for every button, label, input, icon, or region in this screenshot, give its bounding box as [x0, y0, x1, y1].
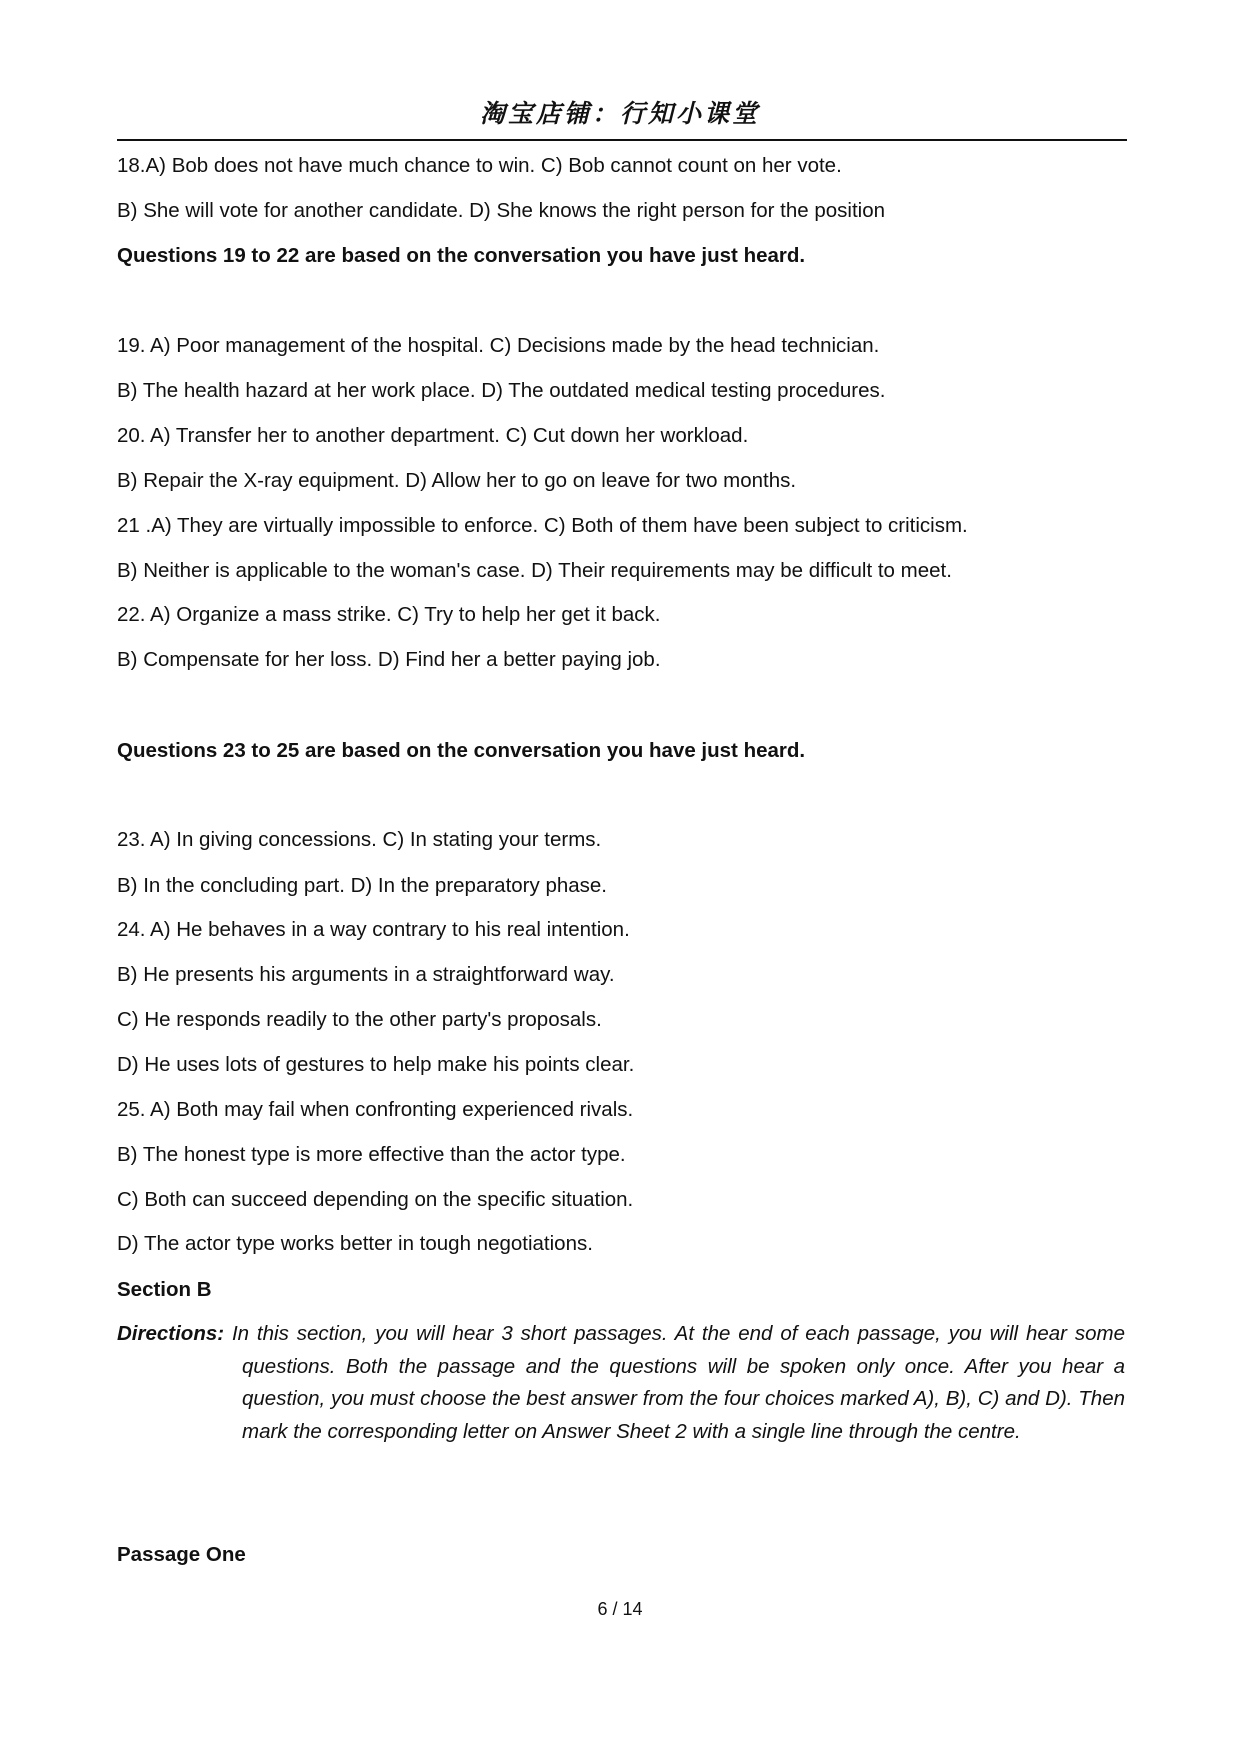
passage-heading: Passage One — [117, 1543, 246, 1566]
section-heading: Questions 23 to 25 are based on the conversation you have just heard. — [117, 739, 806, 762]
question-line: 19. A) Poor management of the hospital. C) Decisions made by the head technician. — [117, 334, 880, 357]
question-line: 22. A) Organize a mass strike. C) Try to help her get it back. — [117, 603, 661, 626]
question-line: 25. A) Both may fail when confronting experienced rivals. — [117, 1098, 634, 1121]
question-line: B) In the concluding part. D) In the preparatory phase. — [117, 874, 607, 897]
question-line: 20. A) Transfer her to another department. C) Cut down her workload. — [117, 424, 749, 447]
question-line: D) The actor type works better in tough negotiations. — [117, 1232, 593, 1255]
question-line: C) He responds readily to the other party's proposals. — [117, 1008, 602, 1031]
directions-text: In this section, you will hear 3 short passages. At the end of each passage, you will hear some questions. Both the passage and the questions will be spoken only once. After you hear a question, you must choose the best answer from the four choices marked A), B), C) and D). Then mark the corresponding letter on Answer Sheet 2 with a single line through the centre. — [224, 1322, 1125, 1443]
question-line: B) The honest type is more effective than the actor type. — [117, 1143, 626, 1166]
section-heading: Section B — [117, 1278, 212, 1301]
directions-label: Directions: — [117, 1322, 225, 1345]
section-heading: Questions 19 to 22 are based on the conversation you have just heard. — [117, 244, 806, 267]
question-line: B) Repair the X-ray equipment. D) Allow her to go on leave for two months. — [117, 469, 797, 492]
question-line: D) He uses lots of gestures to help make his points clear. — [117, 1053, 635, 1076]
question-line: B) Compensate for her loss. D) Find her a better paying job. — [117, 648, 661, 671]
directions-paragraph — [117, 1318, 1125, 1448]
question-line: 24. A) He behaves in a way contrary to his real intention. — [117, 918, 630, 941]
question-line: 18.A) Bob does not have much chance to win. C) Bob cannot count on her vote. — [117, 154, 842, 177]
question-line: 21 .A) They are virtually impossible to enforce. C) Both of them have been subject to criticism. — [117, 514, 968, 537]
question-line: 23. A) In giving concessions. C) In stating your terms. — [117, 828, 602, 851]
question-line: B) The health hazard at her work place. D) The outdated medical testing procedures. — [117, 379, 886, 402]
question-line: B) He presents his arguments in a straightforward way. — [117, 963, 615, 986]
question-line: B) She will vote for another candidate. D) She knows the right person for the position — [117, 199, 886, 222]
page-header-title: 淘宝店铺：行知小课堂 — [479, 99, 760, 128]
question-line: C) Both can succeed depending on the specific situation. — [117, 1188, 634, 1211]
header-rule — [117, 139, 1127, 141]
page-number: 6 / 14 — [597, 1599, 643, 1619]
question-line: B) Neither is applicable to the woman's case. D) Their requirements may be difficult to meet. — [117, 559, 952, 582]
